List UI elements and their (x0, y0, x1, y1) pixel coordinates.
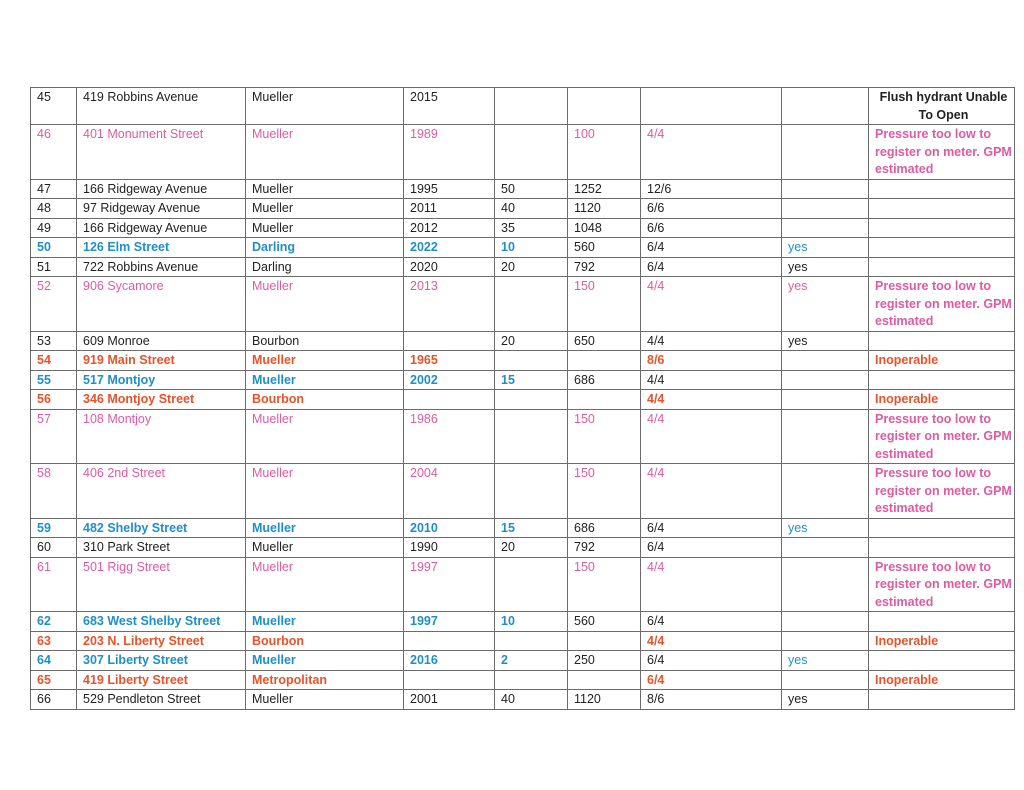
manufacturer-cell: Mueller (246, 409, 404, 464)
yes-cell (782, 538, 869, 558)
note-cell: Flush hydrant Unable To Open (869, 88, 1015, 125)
outlet-size-cell (641, 88, 782, 125)
yes-cell (782, 409, 869, 464)
outlet-size-cell: 4/4 (641, 464, 782, 519)
hydrant-number-cell: 54 (31, 351, 77, 371)
address-cell: 501 Rigg Street (77, 557, 246, 612)
hydrant-number-cell: 60 (31, 538, 77, 558)
year-cell (404, 390, 495, 410)
hydrant-number-cell: 49 (31, 218, 77, 238)
manufacturer-cell: Mueller (246, 88, 404, 125)
gpm-cell (568, 631, 641, 651)
year-cell (404, 331, 495, 351)
year-cell: 2011 (404, 199, 495, 219)
outlet-size-cell: 6/4 (641, 518, 782, 538)
pitot-cell: 10 (495, 238, 568, 258)
year-cell: 2015 (404, 88, 495, 125)
address-cell: 683 West Shelby Street (77, 612, 246, 632)
manufacturer-cell: Mueller (246, 690, 404, 710)
address-cell: 419 Robbins Avenue (77, 88, 246, 125)
hydrant-flow-table (30, 87, 1015, 710)
hydrant-number-cell: 64 (31, 651, 77, 671)
table-row (31, 690, 1015, 710)
manufacturer-cell: Mueller (246, 612, 404, 632)
outlet-size-cell: 6/4 (641, 670, 782, 690)
manufacturer-cell: Mueller (246, 464, 404, 519)
address-cell: 906 Sycamore (77, 277, 246, 332)
pitot-cell (495, 670, 568, 690)
gpm-cell: 150 (568, 277, 641, 332)
pitot-cell (495, 125, 568, 180)
note-cell: Inoperable (869, 670, 1015, 690)
outlet-size-cell: 4/4 (641, 370, 782, 390)
pitot-cell (495, 409, 568, 464)
hydrant-number-cell: 46 (31, 125, 77, 180)
table-row (31, 612, 1015, 632)
hydrant-number-cell: 58 (31, 464, 77, 519)
manufacturer-cell: Bourbon (246, 390, 404, 410)
address-cell: 166 Ridgeway Avenue (77, 218, 246, 238)
address-cell: 203 N. Liberty Street (77, 631, 246, 651)
hydrant-number-cell: 47 (31, 179, 77, 199)
address-cell: 529 Pendleton Street (77, 690, 246, 710)
note-cell (869, 218, 1015, 238)
yes-cell (782, 179, 869, 199)
gpm-cell: 1120 (568, 690, 641, 710)
table-row (31, 277, 1015, 332)
address-cell: 401 Monument Street (77, 125, 246, 180)
gpm-cell: 792 (568, 257, 641, 277)
manufacturer-cell: Mueller (246, 218, 404, 238)
manufacturer-cell: Metropolitan (246, 670, 404, 690)
year-cell: 1990 (404, 538, 495, 558)
yes-cell: yes (782, 331, 869, 351)
pitot-cell: 20 (495, 257, 568, 277)
outlet-size-cell: 4/4 (641, 409, 782, 464)
pitot-cell: 15 (495, 518, 568, 538)
table-row (31, 409, 1015, 464)
note-cell (869, 690, 1015, 710)
outlet-size-cell: 8/6 (641, 690, 782, 710)
gpm-cell: 150 (568, 409, 641, 464)
table-row (31, 88, 1015, 125)
hydrant-number-cell: 45 (31, 88, 77, 125)
yes-cell (782, 218, 869, 238)
gpm-cell: 686 (568, 518, 641, 538)
pitot-cell (495, 557, 568, 612)
outlet-size-cell: 6/4 (641, 612, 782, 632)
outlet-size-cell: 8/6 (641, 351, 782, 371)
outlet-size-cell: 6/4 (641, 538, 782, 558)
manufacturer-cell: Bourbon (246, 331, 404, 351)
year-cell: 1997 (404, 612, 495, 632)
year-cell: 2001 (404, 690, 495, 710)
outlet-size-cell: 6/6 (641, 199, 782, 219)
address-cell: 166 Ridgeway Avenue (77, 179, 246, 199)
note-cell (869, 257, 1015, 277)
address-cell: 419 Liberty Street (77, 670, 246, 690)
table-row (31, 464, 1015, 519)
table-row (31, 179, 1015, 199)
table-row (31, 518, 1015, 538)
hydrant-number-cell: 59 (31, 518, 77, 538)
note-cell (869, 238, 1015, 258)
address-cell: 307 Liberty Street (77, 651, 246, 671)
gpm-cell: 686 (568, 370, 641, 390)
manufacturer-cell: Mueller (246, 651, 404, 671)
yes-cell (782, 199, 869, 219)
note-cell (869, 179, 1015, 199)
yes-cell: yes (782, 518, 869, 538)
year-cell: 2022 (404, 238, 495, 258)
hydrant-number-cell: 55 (31, 370, 77, 390)
year-cell: 2012 (404, 218, 495, 238)
outlet-size-cell: 6/6 (641, 218, 782, 238)
hydrant-number-cell: 53 (31, 331, 77, 351)
year-cell: 2016 (404, 651, 495, 671)
year-cell: 2013 (404, 277, 495, 332)
pitot-cell: 2 (495, 651, 568, 671)
address-cell: 482 Shelby Street (77, 518, 246, 538)
hydrant-number-cell: 62 (31, 612, 77, 632)
yes-cell (782, 631, 869, 651)
gpm-cell: 650 (568, 331, 641, 351)
gpm-cell: 792 (568, 538, 641, 558)
gpm-cell: 560 (568, 612, 641, 632)
table-row (31, 651, 1015, 671)
pitot-cell: 40 (495, 690, 568, 710)
address-cell: 517 Montjoy (77, 370, 246, 390)
outlet-size-cell: 6/4 (641, 257, 782, 277)
pitot-cell (495, 277, 568, 332)
hydrant-table-sheet (30, 87, 1014, 710)
year-cell: 1989 (404, 125, 495, 180)
manufacturer-cell: Mueller (246, 538, 404, 558)
address-cell: 609 Monroe (77, 331, 246, 351)
address-cell: 126 Elm Street (77, 238, 246, 258)
manufacturer-cell: Mueller (246, 179, 404, 199)
year-cell: 2010 (404, 518, 495, 538)
pitot-cell (495, 390, 568, 410)
year-cell: 1986 (404, 409, 495, 464)
gpm-cell: 1048 (568, 218, 641, 238)
pitot-cell: 35 (495, 218, 568, 238)
address-cell: 346 Montjoy Street (77, 390, 246, 410)
pitot-cell (495, 88, 568, 125)
table-row (31, 557, 1015, 612)
table-body (31, 88, 1015, 710)
address-cell: 722 Robbins Avenue (77, 257, 246, 277)
pitot-cell (495, 631, 568, 651)
yes-cell (782, 351, 869, 371)
table-row (31, 370, 1015, 390)
pitot-cell: 20 (495, 331, 568, 351)
table-row (31, 257, 1015, 277)
yes-cell (782, 125, 869, 180)
outlet-size-cell: 4/4 (641, 631, 782, 651)
note-cell: Inoperable (869, 631, 1015, 651)
yes-cell: yes (782, 238, 869, 258)
manufacturer-cell: Mueller (246, 557, 404, 612)
yes-cell: yes (782, 651, 869, 671)
gpm-cell: 150 (568, 557, 641, 612)
table-row (31, 631, 1015, 651)
pitot-cell: 40 (495, 199, 568, 219)
outlet-size-cell: 4/4 (641, 277, 782, 332)
year-cell: 2004 (404, 464, 495, 519)
gpm-cell (568, 351, 641, 371)
year-cell (404, 670, 495, 690)
hydrant-number-cell: 61 (31, 557, 77, 612)
address-cell: 310 Park Street (77, 538, 246, 558)
note-cell (869, 612, 1015, 632)
table-row (31, 199, 1015, 219)
outlet-size-cell: 12/6 (641, 179, 782, 199)
address-cell: 919 Main Street (77, 351, 246, 371)
gpm-cell: 1252 (568, 179, 641, 199)
year-cell: 1995 (404, 179, 495, 199)
table-row (31, 125, 1015, 180)
manufacturer-cell: Bourbon (246, 631, 404, 651)
note-cell (869, 651, 1015, 671)
yes-cell: yes (782, 277, 869, 332)
note-cell (869, 518, 1015, 538)
yes-cell: yes (782, 257, 869, 277)
yes-cell (782, 464, 869, 519)
gpm-cell: 250 (568, 651, 641, 671)
manufacturer-cell: Mueller (246, 125, 404, 180)
gpm-cell: 1120 (568, 199, 641, 219)
yes-cell (782, 370, 869, 390)
hydrant-number-cell: 63 (31, 631, 77, 651)
manufacturer-cell: Darling (246, 238, 404, 258)
hydrant-number-cell: 51 (31, 257, 77, 277)
yes-cell (782, 670, 869, 690)
manufacturer-cell: Mueller (246, 277, 404, 332)
hydrant-number-cell: 57 (31, 409, 77, 464)
outlet-size-cell: 4/4 (641, 331, 782, 351)
manufacturer-cell: Mueller (246, 351, 404, 371)
note-cell (869, 199, 1015, 219)
table-row (31, 351, 1015, 371)
pitot-cell: 15 (495, 370, 568, 390)
note-cell: Inoperable (869, 351, 1015, 371)
year-cell: 1965 (404, 351, 495, 371)
yes-cell (782, 557, 869, 612)
note-cell: Pressure too low to register on meter. GPM estimated (869, 125, 1015, 180)
note-cell: Pressure too low to register on meter. GPM estimated (869, 409, 1015, 464)
pitot-cell: 10 (495, 612, 568, 632)
table-row (31, 538, 1015, 558)
hydrant-number-cell: 48 (31, 199, 77, 219)
gpm-cell (568, 390, 641, 410)
address-cell: 108 Montjoy (77, 409, 246, 464)
year-cell: 2020 (404, 257, 495, 277)
manufacturer-cell: Mueller (246, 370, 404, 390)
manufacturer-cell: Mueller (246, 199, 404, 219)
pitot-cell: 20 (495, 538, 568, 558)
note-cell: Pressure too low to register on meter. GPM estimated (869, 464, 1015, 519)
table-row (31, 238, 1015, 258)
hydrant-number-cell: 52 (31, 277, 77, 332)
yes-cell (782, 390, 869, 410)
address-cell: 406 2nd Street (77, 464, 246, 519)
outlet-size-cell: 4/4 (641, 557, 782, 612)
yes-cell (782, 88, 869, 125)
table-row (31, 390, 1015, 410)
year-cell: 1997 (404, 557, 495, 612)
gpm-cell: 560 (568, 238, 641, 258)
year-cell (404, 631, 495, 651)
gpm-cell: 100 (568, 125, 641, 180)
note-cell (869, 370, 1015, 390)
year-cell: 2002 (404, 370, 495, 390)
gpm-cell (568, 670, 641, 690)
hydrant-number-cell: 65 (31, 670, 77, 690)
outlet-size-cell: 6/4 (641, 238, 782, 258)
hydrant-number-cell: 66 (31, 690, 77, 710)
pitot-cell: 50 (495, 179, 568, 199)
gpm-cell: 150 (568, 464, 641, 519)
pitot-cell (495, 351, 568, 371)
address-cell: 97 Ridgeway Avenue (77, 199, 246, 219)
outlet-size-cell: 6/4 (641, 651, 782, 671)
yes-cell: yes (782, 690, 869, 710)
table-row (31, 670, 1015, 690)
pitot-cell (495, 464, 568, 519)
manufacturer-cell: Darling (246, 257, 404, 277)
outlet-size-cell: 4/4 (641, 125, 782, 180)
note-cell: Pressure too low to register on meter. GPM estimated (869, 277, 1015, 332)
note-cell: Pressure too low to register on meter. GPM estimated (869, 557, 1015, 612)
outlet-size-cell: 4/4 (641, 390, 782, 410)
hydrant-number-cell: 50 (31, 238, 77, 258)
table-row (31, 218, 1015, 238)
note-cell (869, 538, 1015, 558)
yes-cell (782, 612, 869, 632)
hydrant-number-cell: 56 (31, 390, 77, 410)
table-row (31, 331, 1015, 351)
gpm-cell (568, 88, 641, 125)
manufacturer-cell: Mueller (246, 518, 404, 538)
note-cell: Inoperable (869, 390, 1015, 410)
note-cell (869, 331, 1015, 351)
